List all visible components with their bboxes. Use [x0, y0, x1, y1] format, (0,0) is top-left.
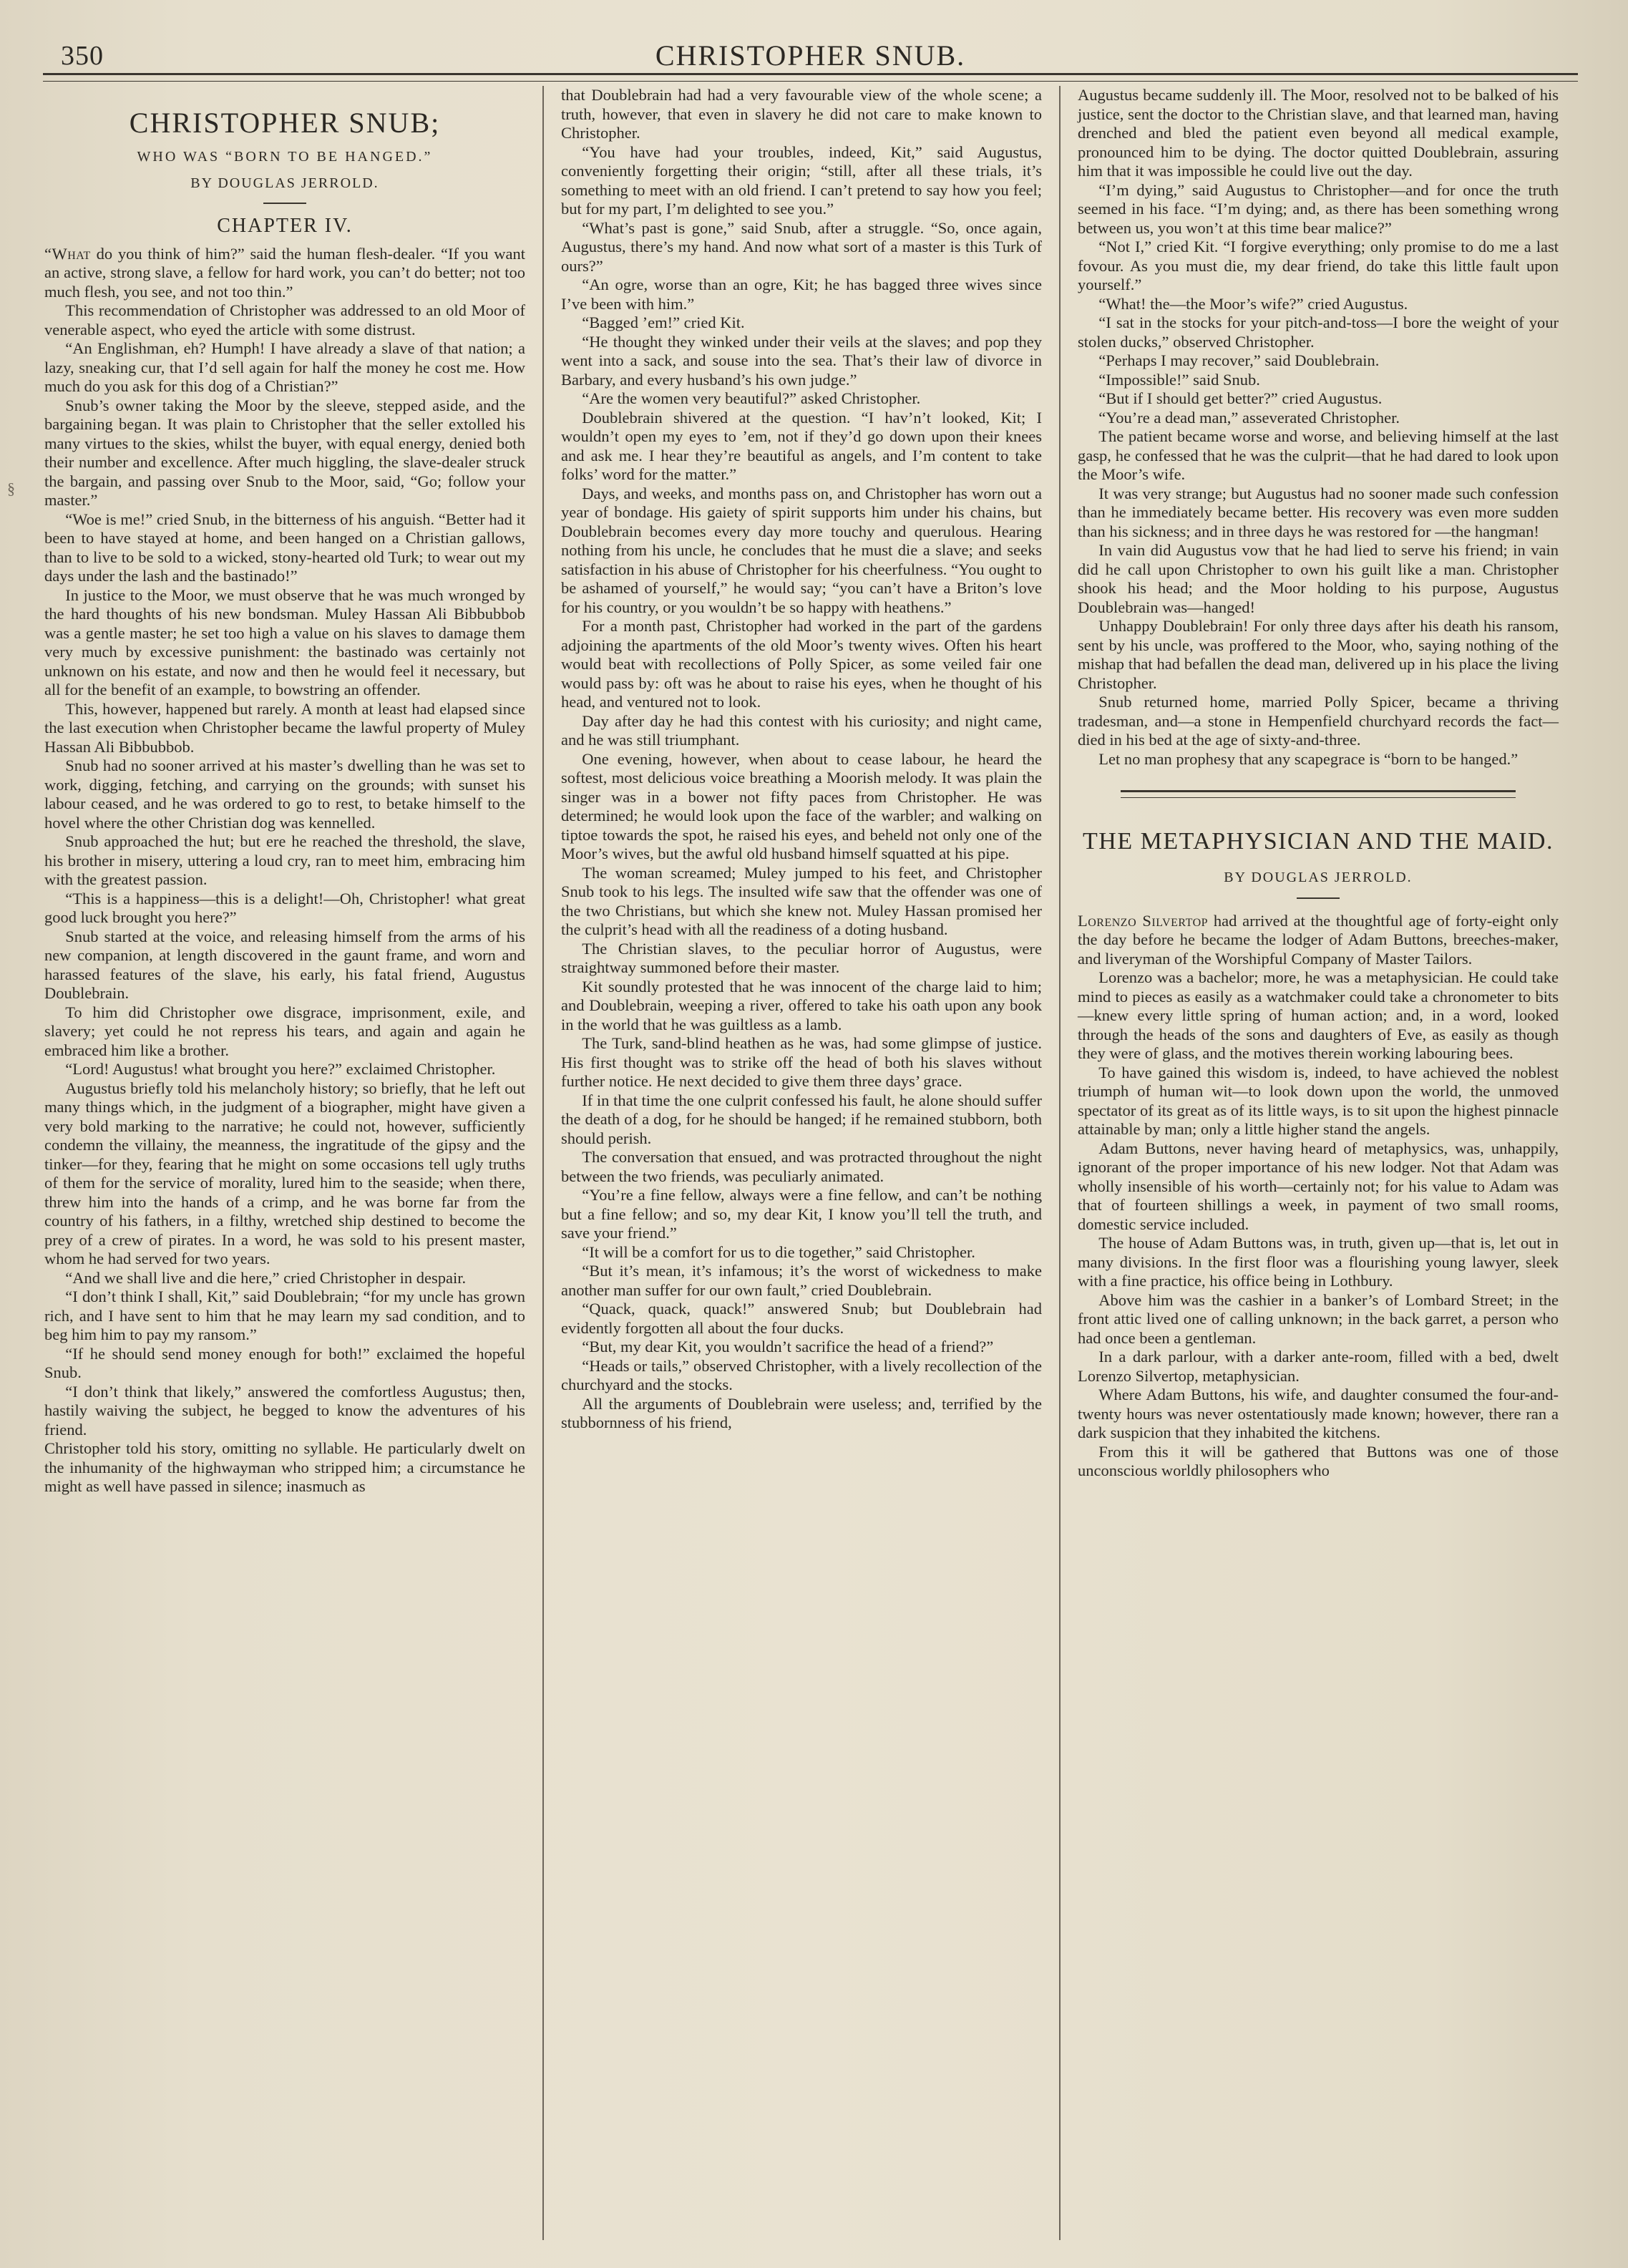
paragraph: This recommendation of Christopher was addressed to an old Moor of venerable aspect, who eyed the article with some distrust. [44, 301, 525, 339]
story-subtitle: WHO WAS “BORN TO BE HANGED.” [137, 149, 433, 165]
paragraph: “I sat in the stocks for your pitch-and-toss—I bore the weight of your stolen ducks,” observed Christopher. [1078, 313, 1559, 351]
paragraph: “It will be a comfort for us to die together,” said Christopher. [582, 1242, 975, 1261]
paragraph: “But, my dear Kit, you wouldn’t sacrifice the head of a friend?” [582, 1338, 994, 1356]
paragraph: The Christian slaves, to the peculiar horror of Augustus, were straightway summoned before their master. [561, 939, 1042, 976]
paragraph: Christopher told his story, omitting no syllable. He particularly dwelt on the inhumanity of the highwayman who stripped him; a circumstance he might as well have passed in silence; inasmuch as [44, 1439, 525, 1495]
paragraph: “I don’t think I shall, Kit,” said Doublebrain; “for my uncle has grown rich, and I have sent to him that he may learn my sad condition, and to beg him him to pay my ransom.” [44, 1288, 525, 1343]
paragraph: In vain did Augustus vow that he had lied to serve his friend; in vain did he call upon Christopher to own his guilt like a man. Christopher shook his head; and the Moor holding to his purpose, Augustus Doublebrain was—hanged! [1078, 541, 1559, 616]
paragraph: Snub had no sooner arrived at his master’s dwelling than he was set to work, digging, fetching, and carrying on the grounds; with sunset his labour ceased, and he was ordered to go to rest, to betake himself to the hovel where the other Christian dog was kennelled. [44, 756, 525, 832]
paragraph: Lorenzo was a bachelor; more, he was a metaphysician. He could take mind to pieces as easily as a watchmaker could take a chronometer to bits—knew every little spring of human action; and, in a word, looked through the heads of the sons and daughters of Eve, as easily as though they were of glass, and the motives therein working labouring bees. [1078, 968, 1559, 1062]
paragraph: The patient became worse and worse, and believing himself at the last gasp, he confessed that he was the culprit—that he had dared to look upon the Moor’s wife. [1078, 427, 1559, 483]
paragraph: In justice to the Moor, we must observe that he was much wronged by the hard thoughts of his new bondsman. Muley Hassan Ali Bibbubbob was a gentle master; he set too high a value on his slaves to damage them very much by excessive punishment: the bastinado was certainly not unknown on his estate, and now and then he would feel it necessary, but all for the benefit of an example, to bowstring an offender. [44, 585, 525, 699]
paragraph: Let no man prophesy that any scapegrace is “born to be hanged.” [1098, 749, 1519, 768]
paragraph: One evening, however, when about to cease labour, he heard the softest, most delicious voice breathing a Moorish melody. It was plain the singer was in a bower not fifty paces from Christopher. He was determined; he would look upon the face of the warbler; and walking on tiptoe towards the spot, he raised his eyes, and beheld not only one of the Moor’s wives, but the awful old husband himself squatted at his pipe. [561, 749, 1042, 862]
header-double-rule [43, 73, 1578, 82]
paragraph: For a month past, Christopher had worked in the part of the gardens adjoining the apartments of the old Moor’s twenty wives. Often his heart would beat with recollections of Polly Spicer, as some veiled fair one would pass by: oft was he about to raise his eyes, when he thought of his head, and ventured not to look. [561, 617, 1042, 711]
paragraph: “But if I should get better?” cried Augustus. [1098, 389, 1383, 407]
columns [34, 86, 1593, 2240]
paragraph: “If he should send money enough for both!” exclaimed the hopeful Snub. [44, 1344, 525, 1381]
column-divider [1059, 86, 1061, 2240]
paragraph: Day after day he had this contest with his curiosity; and night came, and he was still triumphant. [561, 711, 1042, 749]
paragraph: “Perhaps I may recover,” said Doublebrain. [1098, 351, 1380, 369]
paragraph: The conversation that ensued, and was protracted throughout the night between the two friends, was peculiarly animated. [561, 1148, 1042, 1185]
paragraph [1078, 912, 1559, 969]
paragraph: The house of Adam Buttons was, in truth, given up—that is, let out in many divisions. In the first floor was a flourishing young lawyer, sleek with a fine practice, his office being in Lothbury. [1078, 1234, 1559, 1290]
paragraph: Snub returned home, married Polly Spicer, became a thriving tradesman, and—a stone in Hempenfield churchyard records the fact—died in his bed at the age of sixty-and-three. [1078, 693, 1559, 749]
running-head [43, 34, 1578, 77]
paragraph: “Not I,” cried Kit. “I forgive everything; only promise to do me a last fovour. As you must die, my dear friend, do take this little fault upon yourself.” [1078, 238, 1559, 293]
paragraph: “I’m dying,” said Augustus to Christopher—and for once the truth seemed in his face. “I’m dying; and, as there has been something wrong between us, you won’t at this time bear malice?” [1078, 180, 1559, 237]
paragraph: “He thought they winked under their veils at the slaves; and pop they went into a sack, and souse into the sea. That’s their law of divorce in Barbary, and every husband’s his own judge.” [561, 332, 1042, 389]
paragraph: Kit soundly protested that he was innocent of the charge laid to him; and Doublebrain, weeping a river, offered to take his oath upon any book in the world that he was guiltless as a lamb. [561, 977, 1042, 1033]
paragraph: “An ogre, worse than an ogre, Kit; he has bagged three wives since I’ve been with him.” [561, 276, 1042, 313]
paragraph: “Heads or tails,” observed Christopher, with a lively recollection of the churchyard and the stocks. [561, 1356, 1042, 1393]
paragraph: “What! the—the Moor’s wife?” cried Augustus. [1098, 294, 1408, 313]
paragraph: Snub started at the voice, and releasing himself from the arms of his new companion, at length discovered in the gaunt frame, and worn and harassed features of the slave, his early, his fatal friend, Augustus Doublebrain. [44, 927, 525, 1002]
lead-name: Lorenzo Silvertop [1078, 911, 1209, 930]
paragraph: “Woe is me!” cried Snub, in the bitterness of his anguish. “Better had it been to have stayed at home, and been hanged on a Christian gallows, than to live to be sold to a wicked, stony-hearted old Turk; to wear out my days under the lash and the bastinado!” [44, 510, 525, 585]
paragraph: Snub’s owner taking the Moor by the sleeve, stepped aside, and the bargaining began. It was plain to Christopher that the seller extolled his many virtues to the skies, whilst the buyer, with equal energy, denied both their number and excellence. After much higgling, the slave-dealer struck the bargain, and passing over Snub to the Moor, said, “Go; follow your master.” [44, 396, 525, 509]
story-byline-2: BY DOUGLAS JERROLD. [1224, 870, 1413, 885]
paragraph: “You’re a fine fellow, always were a fine fellow, and can’t be nothing but a fine fellow; and so, my dear Kit, I know you’ll tell the truth, and save your friend.” [561, 1186, 1042, 1242]
paragraph: Doublebrain shivered at the question. “I hav’n’t looked, Kit; I wouldn’t open my eyes to ’em, not if they’d go down upon their knees and ask me. I hear they’re beautiful as angels, and I’m content to take folks’ word for the matter.” [561, 408, 1042, 483]
short-rule [1297, 897, 1340, 899]
paragraph: “And we shall live and die here,” cried Christopher in despair. [65, 1268, 467, 1287]
paragraph: All the arguments of Doublebrain were useless; and, terrified by the stubbornness of his friend, [561, 1394, 1042, 1431]
paragraph: To have gained this wisdom is, indeed, to have achieved the noblest triumph of human wit—to look down upon the world, the unmoved spectator of its great as of its little ways, is to sit upon the highest pinnacle attainable by man; only a little higher stand the angels. [1078, 1063, 1559, 1138]
paragraph: Days, and weeks, and months pass on, and Christopher has worn out a year of bondage. His gaiety of spirit supports him under his chains, but Doublebrain becomes every day more touchy and querulous. Hearing nothing from his uncle, he concludes that he must die a slave; and seeks satisfaction in his abuse of Christopher for his cheerfulness. “You ought to be ashamed of yourself,” he would say; “you can’t have a Briton’s love for his country, or you wouldn’t be so happy with heathens.” [561, 484, 1042, 616]
paragraph: The Turk, sand-blind heathen as he was, had some glimpse of justice. His first thought was to strike off the head of both his slaves without further notice. He next decided to give them three days’ grace. [561, 1034, 1042, 1090]
paragraph: “Are the women very beautiful?” asked Christopher. [582, 389, 921, 407]
paragraph: that Doublebrain had had a very favourable view of the whole scene; a truth, however, that even in slavery he did not care to make known to Christopher. [561, 86, 1042, 142]
column-2 [551, 86, 1052, 2240]
paragraph: “An Englishman, eh? Humph! I have already a slave of that nation; a lazy, sneaking cur, that I’d sell again for half the money he cost me. How much do you ask for this dog of a Christian?” [44, 339, 525, 395]
paragraph: “Lord! Augustus! what brought you here?” exclaimed Christopher. [65, 1060, 496, 1078]
paragraph: “Bagged ’em!” cried Kit. [582, 313, 745, 331]
paragraph: Above him was the cashier in a banker’s of Lombard Street; in the front attic lived one of calling unknown; in the back garret, a person who had once been a gentleman. [1078, 1290, 1559, 1347]
paragraph: “You’re a dead man,” asseverated Christopher. [1098, 408, 1400, 427]
paragraph: “You have had your troubles, indeed, Kit,” said Augustus, conveniently forgetting their origin; “still, after all these trials, it’s something to meet with an old friend. I can’t pretend to say how you feel; but for my part, I’m delighted to see you.” [561, 142, 1042, 218]
paragraph: To him did Christopher owe disgrace, imprisonment, exile, and slavery; yet could he not repress his tears, and again and again he embraced him like a brother. [44, 1003, 525, 1059]
column-divider [542, 86, 544, 2240]
paragraph: “I don’t think that likely,” answered the comfortless Augustus; then, hastily waiving the subject, he begged to know the adventures of his friend. [44, 1382, 525, 1439]
margin-mark: § [7, 480, 15, 497]
paragraph-text: had arrived at the thoughtful age of forty-eight only the day before he became the lodger of Adam Buttons, breeches-maker, and liveryman of the Worshipful Company of Master Tailors. [1078, 911, 1559, 968]
paragraph: In a dark parlour, with a darker ante-room, filled with a bed, dwelt Lorenzo Silvertop, metaphysician. [1078, 1348, 1559, 1385]
page-number: 350 [61, 41, 104, 71]
paragraph: Snub approached the hut; but ere he reached the threshold, the slave, his brother in misery, uttering a loud cry, ran to meet him, embracing him with the greatest passion. [44, 832, 525, 888]
short-rule [263, 203, 306, 204]
lead-word: “What [44, 244, 91, 263]
chapter-heading: CHAPTER IV. [217, 215, 353, 237]
paragraph: If in that time the one culprit confessed his fault, he alone should suffer the death of a dog, for he should be hanged; if he remained stubborn, both should perish. [561, 1091, 1042, 1147]
section-double-rule [1121, 790, 1516, 798]
paragraph: “What’s past is gone,” said Snub, after a struggle. “So, once again, Augustus, there’s my hand. And now what sort of a master is this Turk of ours?” [561, 218, 1042, 275]
paragraph: Adam Buttons, never having heard of metaphysics, was, unhappily, ignorant of the proper importance of his new lodger. Not that Adam was wholly insensible of his worth—certainly not; for his value to Adam was that of fourteen shillings a week, in payment of two small rooms, domestic service included. [1078, 1139, 1559, 1233]
paragraph: Augustus briefly told his melancholy history; so briefly, that he left out many things which, in the judgment of a biographer, might have given a very bold marking to the narrative; he could not, however, sufficiently condemn the villainy, the meanness, the ingratitude of the gipsy and the tinker—for they, fearing that he might on some occasions tell ugly truths of them for the service of morality, lured him to the seaside; when there, threw him into the hands of a crimp, and he was borne far from the country of his fathers, in a filthy, wretched ship destined to become the prey of a crew of pirates. In a word, he was sold to his present master, whom he had served for two years. [44, 1079, 525, 1267]
paragraph: “But it’s mean, it’s infamous; it’s the worst of wickedness to make another man suffer for our own fault,” cried Doublebrain. [561, 1262, 1042, 1299]
paragraph: Augustus became suddenly ill. The Moor, resolved not to be balked of his justice, sent the doctor to the Christian slave, and that learned man, having drenched and bled the patient even beyond all medical example, pronounced him to be dying. The doctor quitted Doublebrain, assuring him that it was impossible he could live out the day. [1078, 86, 1559, 180]
paragraph: From this it will be gathered that Buttons was one of those unconscious worldly philosophers who [1078, 1442, 1559, 1479]
paragraph-text: do you think of him?” said the human flesh-dealer. “If you want an active, strong slave, a fellow for hard work, you can’t do better; not too much flesh, you see, and not too thin.” [44, 244, 525, 301]
paragraph: Where Adam Buttons, his wife, and daughter consumed the four-and-twenty hours was never ostentatiously made known; however, there ran a dark suspicion that they inhabited the kitchens. [1078, 1386, 1559, 1441]
column-1 [34, 86, 535, 2240]
paragraph: Unhappy Doublebrain! For only three days after his death his ransom, sent by his uncle, was proffered to the Moor, who, saying nothing of the mishap that had befallen the dead man, delivered up in his place the living Christopher. [1078, 617, 1559, 692]
paragraph: “Quack, quack, quack!” answered Snub; but Doublebrain had evidently forgotten all about the four ducks. [561, 1300, 1042, 1337]
column-3 [1068, 86, 1569, 2240]
paragraph: “Impossible!” said Snub. [1098, 370, 1260, 389]
paragraph: It was very strange; but Augustus had no sooner made such confession than he immediately became better. His recovery was even more sudden than his sickness; and in three days he was restored for —the hangman! [1078, 484, 1559, 540]
paragraph: The woman screamed; Muley jumped to his feet, and Christopher Snub took to his legs. The insulted wife saw that the offender was one of the two Christians, but which she knew not. Muley Hassan promised her the culprit’s head with all the readiness of a doting husband. [561, 863, 1042, 938]
story-title-2: THE METAPHYSICIAN AND THE MAID. [1083, 828, 1554, 855]
paragraph: “This is a happiness—this is a delight!—Oh, Christopher! what great good luck brought you here?” [44, 889, 525, 926]
story-title: CHRISTOPHER SNUB; [129, 107, 441, 139]
story-byline: BY DOUGLAS JERROLD. [190, 175, 379, 191]
running-title: CHRISTOPHER SNUB. [655, 39, 966, 72]
paragraph: This, however, happened but rarely. A month at least had elapsed since the last execution when Christopher became the lawful property of Muley Hassan Ali Bibbubbob. [44, 699, 525, 756]
paragraph [44, 245, 525, 302]
